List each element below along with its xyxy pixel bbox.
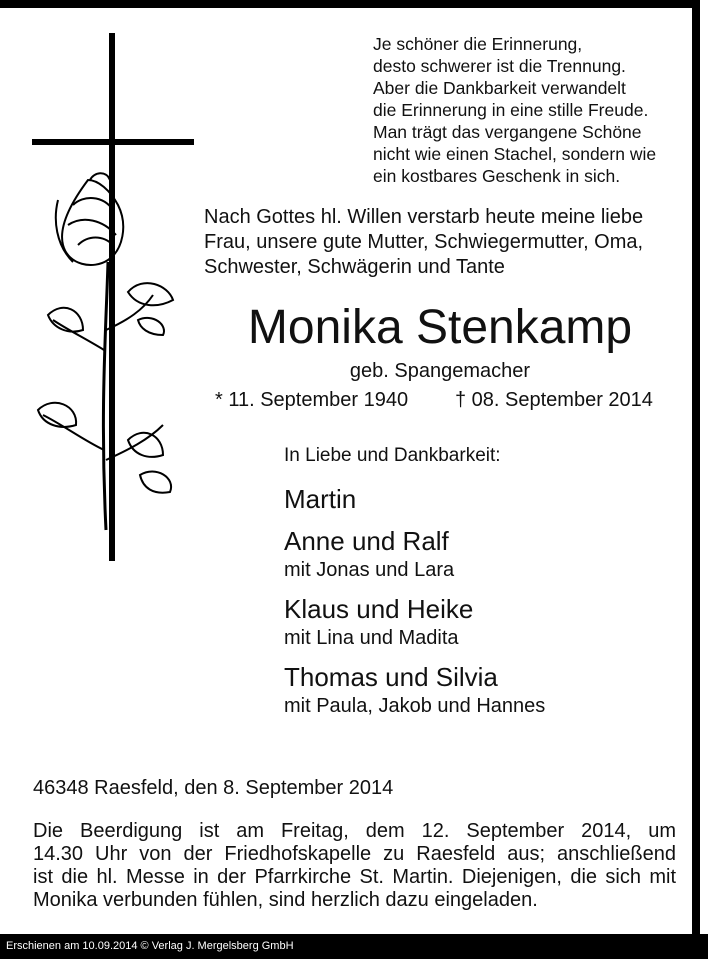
mourner-group [284,593,689,651]
mourner-name: Anne und Ralf [284,526,449,556]
intro-line: Schwester, Schwägerin und Tante [204,256,505,278]
poem-line: die Erinnerung in eine stille Freude. [373,100,649,120]
mourner-children: mit Lina und Madita [284,627,459,649]
mourners-intro: In Liebe und Dankbarkeit: [284,445,501,466]
notice-line: ist die hl. Messe in der Pfarrkirche St. Martin. Diejenigen, die sich mit [33,866,676,888]
mourner-children: mit Jonas und Lara [284,559,455,581]
poem-line: Aber die Dankbarkeit verwandelt [373,78,626,98]
notice-line: Monika verbunden fühlen, sind herzlich dazu eingeladen. [33,889,538,911]
poem-line: desto schwerer ist die Trennung. [373,56,626,76]
mourner-children: mit Paula, Jakob und Hannes [284,695,546,717]
rose-icon [38,173,173,530]
mourner-name: Martin [284,484,357,514]
funeral-notice [33,820,676,912]
mourner-name: Thomas und Silvia [284,662,498,692]
deceased-name: Monika Stenkamp [247,301,633,354]
death-date: † 08. September 2014 [455,389,653,411]
poem [373,33,693,187]
birth-date: * 11. September 1940 [215,389,409,411]
mourner-name: Klaus und Heike [284,594,474,624]
mourner-group [284,525,689,583]
place-date: 46348 Raesfeld, den 8. September 2014 [33,777,394,799]
notice-line: 14.30 Uhr von der Friedhofskapelle zu Raesfeld aus; anschließend [33,843,676,865]
poem-line: Man trägt das vergangene Schöne [373,122,642,142]
poem-line: ein kostbares Geschenk in sich. [373,166,621,186]
publisher-footer: Erschienen am 10.09.2014 © Verlag J. Mergelsberg GmbH [0,934,708,959]
poem-line: Je schöner die Erinnerung, [373,34,583,54]
mourner-group [284,483,689,515]
intro-line: Frau, unsere gute Mutter, Schwiegermutter, Oma, [204,231,644,253]
death-announcement-intro [204,205,689,280]
intro-line: Nach Gottes hl. Willen verstarb heute meine liebe [204,206,644,228]
maiden-name: geb. Spangemacher [349,360,531,382]
notice-line: Die Beerdigung ist am Freitag, dem 12. September 2014, um [33,820,676,842]
poem-line: nicht wie einen Stachel, sondern wie [373,144,657,164]
mourners-list [284,443,689,729]
cross-rose-motif [28,30,198,565]
mourner-group [284,661,689,719]
